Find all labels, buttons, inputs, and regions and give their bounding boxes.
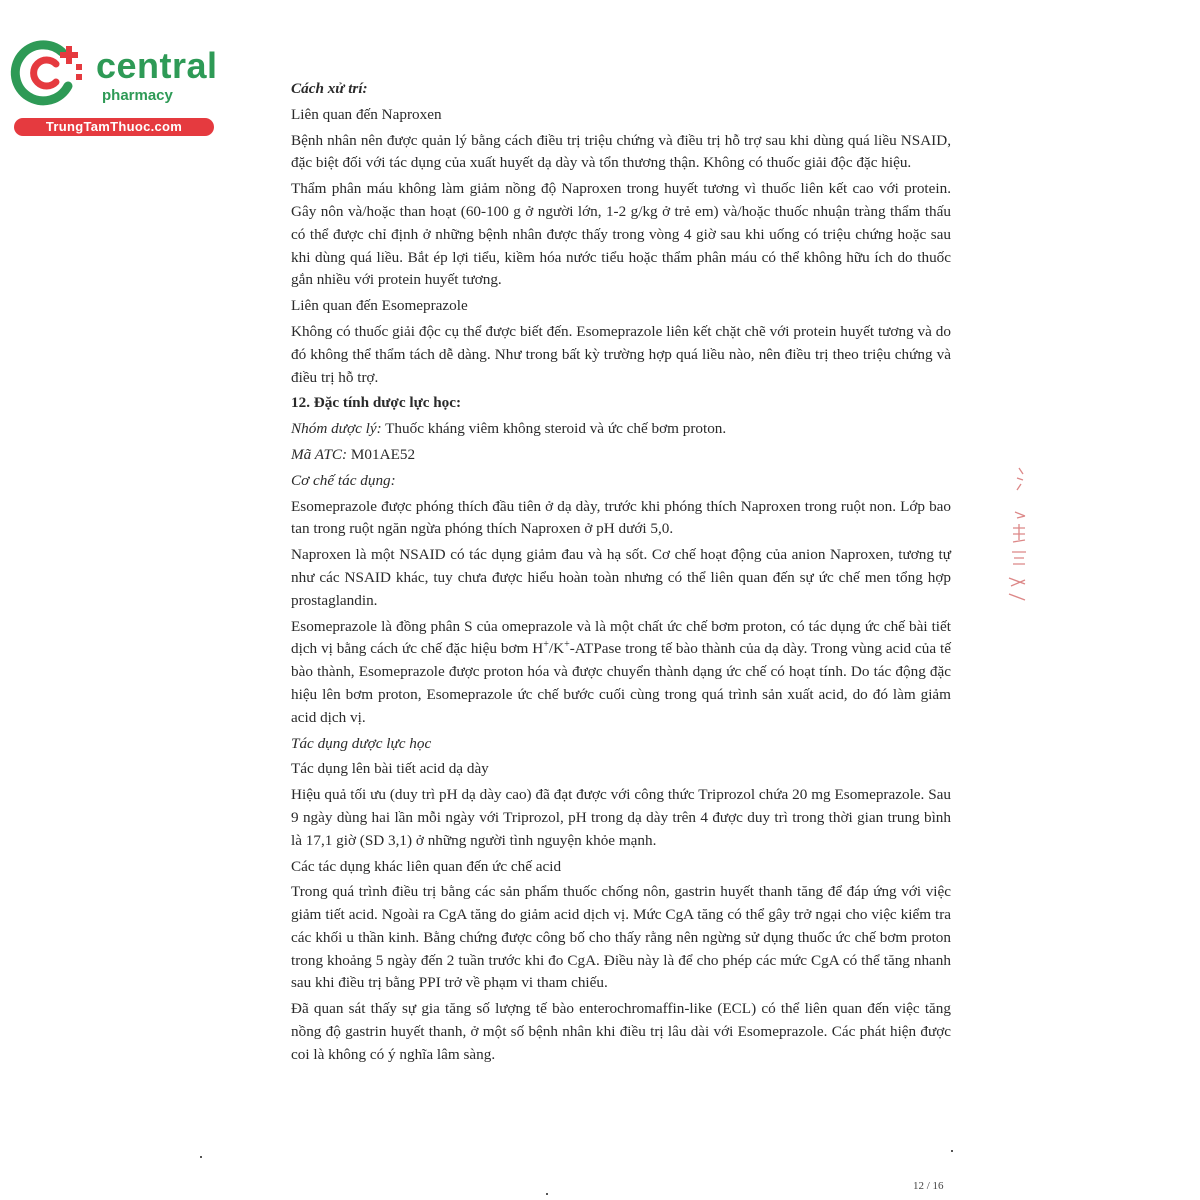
subheading-other-effects: Các tác dụng khác liên quan đến ức chế acid — [291, 857, 562, 875]
section-heading-pharmacodynamics: 12. Đặc tính dược lực học: — [291, 394, 462, 412]
scan-speck — [200, 1156, 202, 1158]
side-stamp-mark — [1003, 466, 1031, 606]
superscript-plus-2: + — [564, 639, 570, 651]
section-heading-management: Cách xử trí: — [291, 80, 368, 97]
atc-value: M01AE52 — [347, 445, 416, 463]
group-label: Nhóm dược lý: — [291, 420, 382, 438]
paragraph-gastric-acid: Hiệu quả tối ưu (duy trì pH dạ dày cao) đã đạt được với công thức Triprozol chứa 20 mg Esomeprazole. Sau 9 ngày dùng hai lần mỗi ngày với Triprozol, pH trong dạ dày trên 4 được duy trì trong thời gian trung bình là 17,1 giờ (SD 3,1) ở những người tình nguyện khỏe mạnh. — [291, 786, 951, 849]
paragraph-mechanism-1: Esomeprazole được phóng thích đầu tiên ở dạ dày, trước khi phóng thích Naproxen trong ruột non. Lớp bao tan trong ruột ngăn ngừa phóng thích Naproxen ở pH dưới 5,0. — [291, 497, 951, 538]
pharmacologic-group — [291, 418, 951, 441]
atc-code — [291, 444, 951, 467]
document-body — [291, 78, 951, 1070]
mechanism-label: Cơ chế tác dụng: — [291, 471, 396, 489]
subheading-esomeprazole: Liên quan đến Esomeprazole — [291, 297, 468, 315]
paragraph-mechanism-3 — [291, 616, 951, 730]
paragraph-naproxen-1: Bệnh nhân nên được quản lý bằng cách điều trị triệu chứng và điều trị hỗ trợ sau khi dùng quá liều NSAID, đặc biệt đối với tác dụng của xuất huyết dạ dày và tổn thương thận. Không có thuốc giải độc đặc hiệu. — [291, 131, 951, 172]
logo-site-banner: TrungTamThuoc.com — [14, 118, 214, 136]
paragraph-mechanism-2: Naproxen là một NSAID có tác dụng giảm đau và hạ sốt. Cơ chế hoạt động của anion Naproxen, tương tự như các NSAID khác, tuy chưa được hiểu hoàn toàn nhưng có thể liên quan đến sự ức chế men tổng hợp prostaglandin. — [291, 546, 951, 609]
mech-p3-part-b: /K — [548, 640, 565, 658]
pharmacy-cross-logo-icon — [10, 38, 90, 108]
paragraph-naproxen-2: Thẩm phân máu không làm giảm nồng độ Naproxen trong huyết tương vì thuốc liên kết cao với protein. Gây nôn và/hoặc than hoạt (60-100 g ở người lớn, 1-2 g/kg ở trẻ em) và/hoặc thuốc nhuận tràng thẩm thấu có thể được chỉ định ở những bệnh nhân được thấy trong vòng 4 giờ sau khi uống có triệu chứng hoặc sau khi dùng quá liều. Bắt ép lợi tiểu, kiềm hóa nước tiểu hoặc thẩm phân máu có thể không hữu ích do thuốc gắn nhiều với protein huyết tương. — [291, 180, 951, 289]
superscript-plus-1: + — [543, 639, 549, 651]
page-number: 12 / 16 — [913, 1180, 944, 1192]
paragraph-other-effects-2: Đã quan sát thấy sự gia tăng số lượng tế bào enterochromaffin-like (ECL) có thể liên quan đến việc tăng nồng độ gastrin huyết thanh, ở một số bệnh nhân khi điều trị lâu dài với Esomeprazole. Các phát hiện được coi là không có ý nghĩa lâm sàng. — [291, 1000, 951, 1063]
subheading-gastric-acid: Tác dụng lên bài tiết acid dạ dày — [291, 760, 489, 778]
mech-p3-part-c: -ATPase trong tế bào thành của dạ dày. Trong vùng acid của tế bào thành, Esomeprazole được proton hóa và được chuyển thành dạng ức chế có hoạt tính. Do tác động đặc hiệu lên bơm proton, Esomeprazole ức chế bước cuối cùng trong quá trình sản xuất acid, do đó làm giảm acid dịch vị. — [291, 640, 952, 726]
group-value: Thuốc kháng viêm không steroid và ức chế bơm proton. — [381, 420, 727, 438]
atc-label: Mã ATC: — [291, 445, 348, 463]
scan-speck — [546, 1193, 548, 1195]
pharmacodynamic-effects-label: Tác dụng dược lực học — [291, 734, 432, 752]
paragraph-other-effects-1: Trong quá trình điều trị bằng các sản phẩm thuốc chống nôn, gastrin huyết thanh tăng để đáp ứng với việc giảm tiết acid. Ngoài ra CgA tăng do giảm acid dịch vị. Mức CgA tăng có thể gây trở ngại cho việc kiểm tra các khối u thần kinh. Bằng chứng được công bố cho thấy rằng nên ngừng sử dụng thuốc ức chế bơm proton trong khoảng 5 ngày đến 2 tuần trước khi đo CgA. Điều này là để cho phép các mức CgA có thể tăng nhanh sau khi điều trị bằng PPI trở về phạm vi tham chiếu. — [291, 883, 951, 992]
logo-sub-text: pharmacy — [102, 87, 173, 104]
logo-brand-text: central — [96, 45, 218, 86]
subheading-naproxen: Liên quan đến Naproxen — [291, 105, 442, 123]
scan-speck — [951, 1150, 953, 1152]
mech-p3-part-a: Esomeprazole là đồng phân S của omeprazole và là một chất ức chế bơm proton, có tác dụng ức chế bài tiết dịch vị bằng cách ức chế đặc hiệu bơm H — [291, 617, 951, 658]
central-pharmacy-logo — [10, 38, 218, 138]
paragraph-esomeprazole: Không có thuốc giải độc cụ thể được biết đến. Esomeprazole liên kết chặt chẽ với protein huyết tương và do đó không thể thẩm tách dễ dàng. Như trong bất kỳ trường hợp quá liều nào, nên điều trị theo triệu chứng và điều trị hỗ trợ. — [291, 322, 951, 386]
